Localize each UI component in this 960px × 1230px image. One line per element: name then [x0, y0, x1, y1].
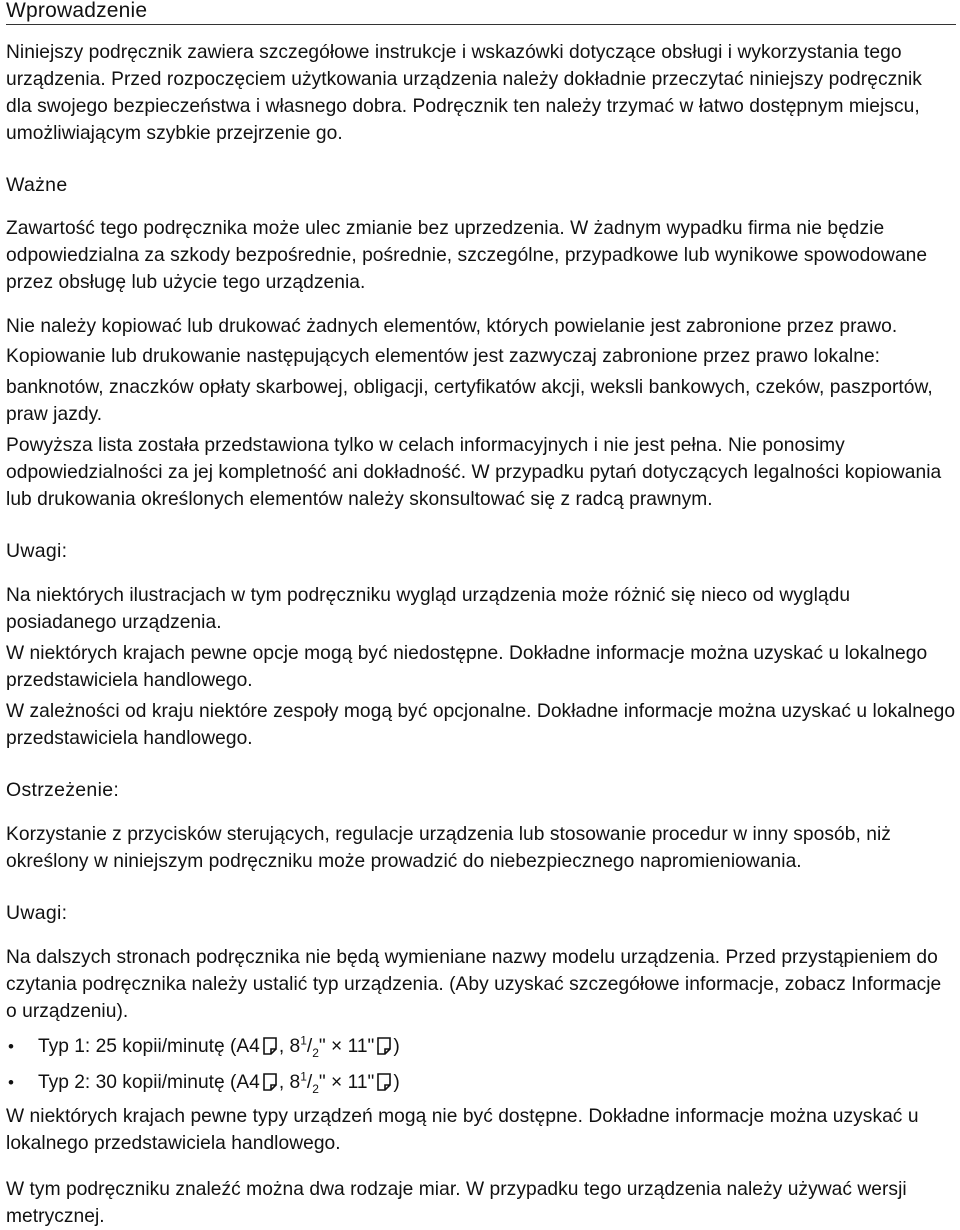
type-prefix: Typ 1: 25 kopii/minutę (A4: [38, 1036, 260, 1057]
notes-heading-2: Uwagi:: [6, 902, 68, 924]
notes-paragraph-3: W zależności od kraju niektóre zespoły mogą być opcjonalne. Dokładne informacje można uzyskać u lokalnego przedstawiciela handlowego.: [6, 701, 956, 749]
important-paragraph-1: Zawartość tego podręcznika może ulec zmianie bez uprzedzenia. W żadnym wypadku firma nie będzie odpowiedzialna za szkody bezpośrednie, pośrednie, szczególne, przypadkowe lub wynikowe spowodowane przez obsługę lub użycie tego urządzenia.: [6, 218, 928, 293]
type-size: " × 11": [318, 1072, 375, 1093]
type-close: ): [393, 1036, 400, 1057]
device-type-list: [6, 1033, 956, 1096]
bullet-icon: •: [8, 1073, 14, 1092]
intro-paragraph: Niniejszy podręcznik zawiera szczegółowe instrukcje i wskazówki dotyczące obsługi i wykorzystania tego urządzenia. Przed rozpoczęciem użytkowania urządzenia należy dokładnie przeczytać niniejszy podręcznik dla swojego bezpieczeństwa i własnego dobra. Podręcznik ten należy trzymać w łatwo dostępnym miejscu, umożliwiającym szybkie przejrzenie go.: [6, 42, 922, 144]
bullet-icon: •: [8, 1037, 14, 1056]
caution-heading: Ostrzeżenie:: [6, 779, 120, 801]
notes2-paragraph-2: W niektórych krajach pewne typy urządzeń mogą nie być dostępne. Dokładne informacje można uzyskać u lokalnego przedstawiciela handlowego.: [6, 1106, 919, 1154]
list-item: [6, 1069, 956, 1096]
portrait-paper-icon: [377, 1073, 391, 1091]
fraction-slash: /: [306, 1072, 313, 1093]
fraction-numerator: 1: [300, 1033, 307, 1048]
important-paragraph-3: Kopiowanie lub drukowanie następujących elementów jest zazwyczaj zabronione przez prawo lokalne:: [6, 346, 881, 367]
manual-page: [6, 0, 956, 1230]
important-paragraph-2: Nie należy kopiować lub drukować żadnych elementów, których powielanie jest zabronione przez prawo.: [6, 316, 898, 337]
portrait-paper-icon: [263, 1037, 277, 1055]
portrait-paper-icon: [377, 1037, 391, 1055]
notes-paragraph-1: Na niektórych ilustracjach w tym podręczniku wygląd urządzenia może różnić się nieco od wyglądu posiadanego urządzenia.: [6, 585, 851, 633]
important-heading: Ważne: [6, 174, 68, 196]
fraction-slash: /: [306, 1036, 313, 1057]
notes-paragraph-2: W niektórych krajach pewne opcje mogą być niedostępne. Dokładne informacje można uzyskać u lokalnego przedstawiciela handlowego.: [6, 643, 928, 691]
page-title: Wprowadzenie: [6, 0, 956, 25]
notes2-paragraph-1: Na dalszych stronach podręcznika nie będą wymieniane nazwy modelu urządzenia. Przed przystąpieniem do czytania podręcznika należy ustalić typ urządzenia. (Aby uzyskać szczegółowe informacje, zobacz Informacje o urządzeniu).: [6, 947, 942, 1022]
notes-heading: Uwagi:: [6, 540, 68, 562]
type-size: " × 11": [318, 1036, 375, 1057]
type-mid: , 8: [278, 1036, 301, 1057]
notes2-paragraph-3: W tym podręczniku znaleźć można dwa rodzaje miar. W przypadku tego urządzenia należy używać wersji metrycznej.: [6, 1179, 907, 1227]
caution-paragraph: Korzystanie z przycisków sterujących, regulacje urządzenia lub stosowanie procedur w inny sposób, niż określony w niniejszym podręczniku może prowadzić do niebezpiecznego napromieniowania.: [6, 824, 891, 872]
important-paragraph-4: banknotów, znaczków opłaty skarbowej, obligacji, certyfikatów akcji, weksli bankowych, czeków, paszportów, praw jazdy.: [6, 377, 933, 425]
type-prefix: Typ 2: 30 kopii/minutę (A4: [38, 1072, 260, 1093]
list-item: [6, 1033, 956, 1060]
fraction-denominator: 2: [312, 1045, 319, 1060]
type-mid: , 8: [278, 1072, 301, 1093]
fraction-numerator: 1: [300, 1069, 307, 1084]
portrait-paper-icon: [263, 1073, 277, 1091]
fraction-denominator: 2: [312, 1081, 319, 1096]
important-paragraph-5: Powyższa lista została przedstawiona tylko w celach informacyjnych i nie jest pełna. Nie ponosimy odpowiedzialności za jej kompletność ani dokładność. W przypadku pytań dotyczących legalności kopiowania lub drukowania określonych elementów należy skonsultować się z radcą prawnym.: [6, 435, 942, 510]
type-close: ): [393, 1072, 400, 1093]
